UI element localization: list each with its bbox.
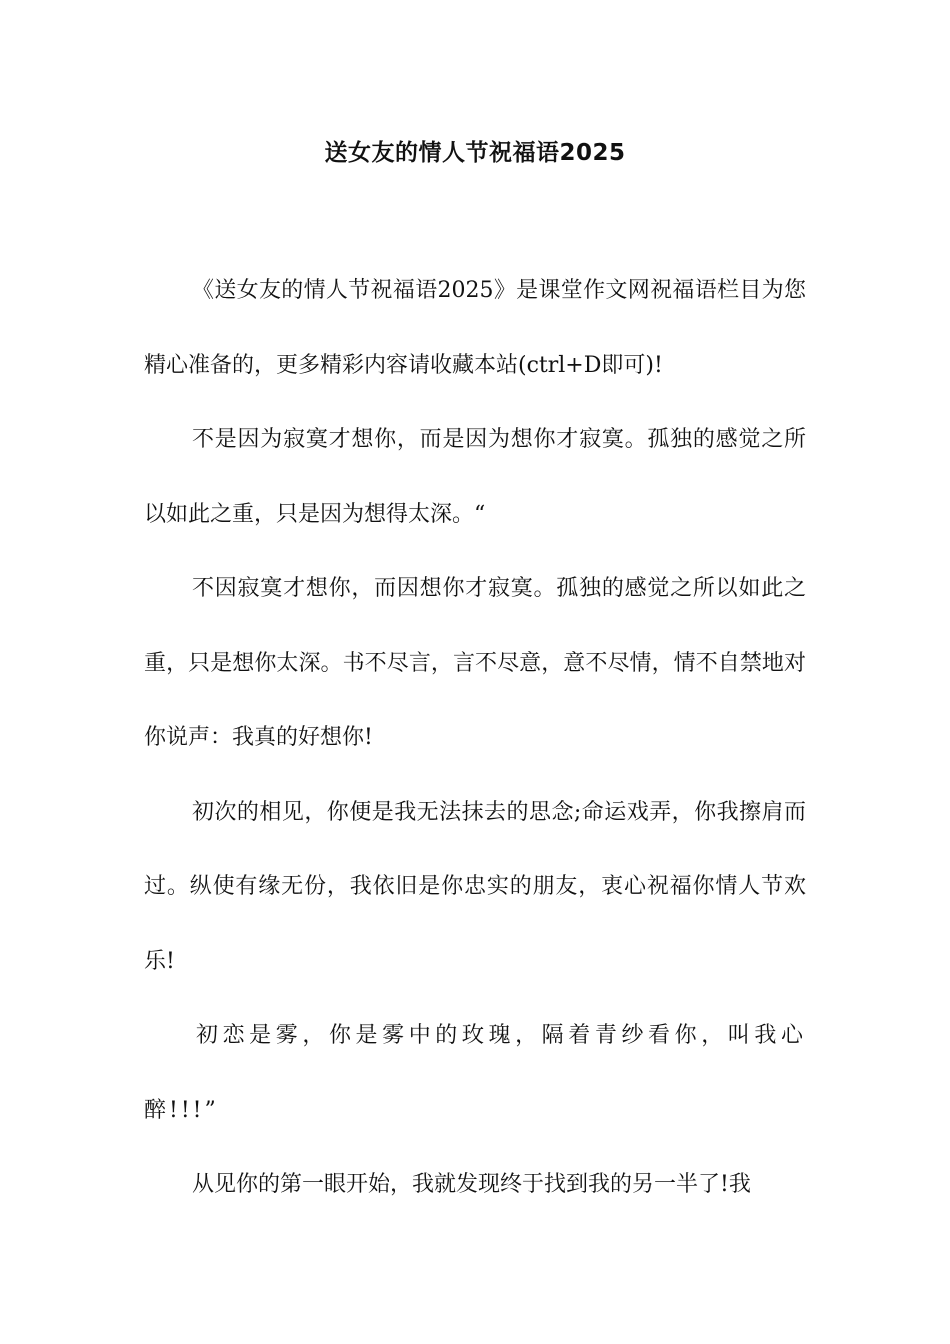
paragraph-3: 不因寂寞才想你，而因想你才寂寞。孤独的感觉之所以如此之重，只是想你太深。书不尽言，言不尽意，意不尽情，情不自禁地对你说声：我真的好想你! [144,576,806,750]
paragraph-intro: 《送女友的情人节祝福语2025》是课堂作文网祝福语栏目为您精心准备的，更多精彩内容请收藏本站(ctrl+D即可)! [144,278,806,378]
paragraph-2: 不是因为寂寞才想你，而是因为想你才寂寞。孤独的感觉之所以如此之重，只是因为想得太深。“ [144,427,806,527]
paragraph-6: 从见你的第一眼开始，我就发现终于找到我的另一半了!我 [192,1172,751,1197]
paragraph-5: 初恋是雾，你是雾中的玫瑰，隔着青纱看你，叫我心醉!!!” [144,1023,806,1123]
document-body [144,254,806,1223]
paragraph-4: 初次的相见，你便是我无法抹去的思念;命运戏弄，你我擦肩而过。纵使有缘无份，我依旧是你忠实的朋友，衷心祝福你情人节欢乐! [144,799,806,974]
document-title: 送女友的情人节祝福语2025 [324,140,626,166]
